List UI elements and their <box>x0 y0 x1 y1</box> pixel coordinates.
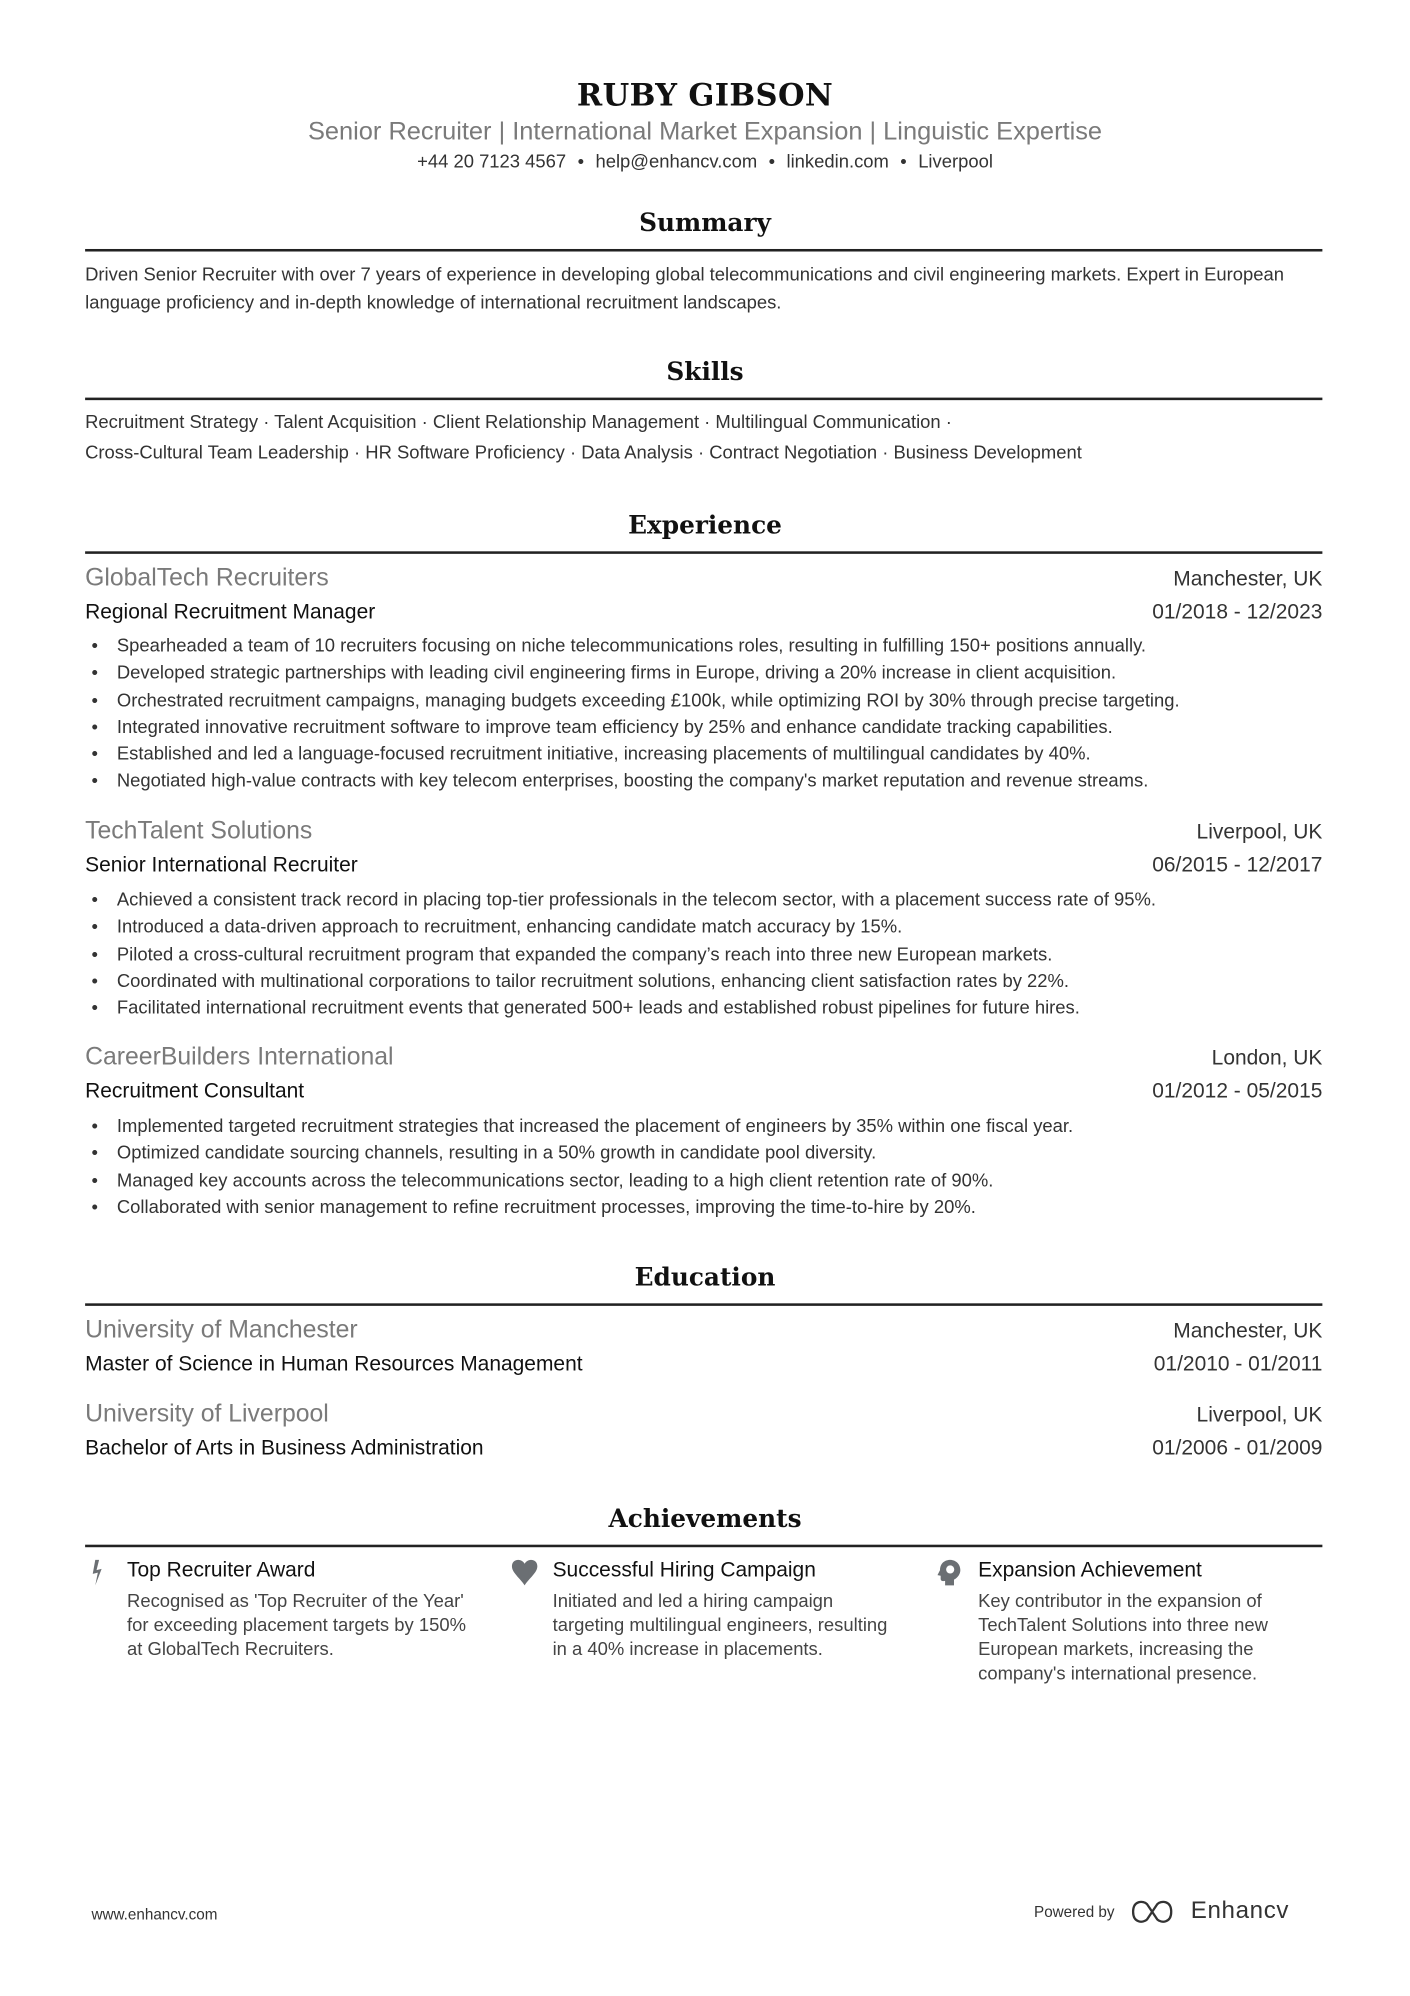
achievement-description: Key contributor in the expansion of TechTalent Solutions into three new European markets, increasing the company's international presence. <box>978 1591 1268 1685</box>
achievement-title: Successful Hiring Campaign <box>552 1558 816 1582</box>
job-subheader <box>85 601 1322 625</box>
degree: Master of Science in Human Resources Management <box>85 1352 583 1376</box>
achievement-item <box>85 1557 466 1662</box>
skills-list <box>85 408 1330 469</box>
education-header <box>85 1400 1322 1429</box>
email-link[interactable]: help@enhancv.com <box>595 152 758 173</box>
job-location: London, UK <box>1211 1046 1323 1070</box>
job-bullets <box>85 634 1343 796</box>
bullet-item: • Implemented targeted recruitment strategies that increased the placement of engineers by 35% within one fiscal year. <box>85 1114 1343 1141</box>
bullet-item: • Piloted a cross-cultural recruitment program that expanded the company’s reach into three new European markets. <box>85 942 1343 969</box>
contact-line: +44 20 7123 4567 • help@enhancv.com • linkedin.com • Liverpool <box>417 152 993 173</box>
divider <box>85 249 1322 251</box>
job-subheader <box>85 1080 1322 1104</box>
achievement-description: Recognised as 'Top Recruiter of the Year' for exceeding placement targets by 150% at GlobalTech Recruiters. <box>127 1591 466 1661</box>
bullet-item: • Orchestrated recruitment campaigns, managing budgets exceeding £100k, while optimizing ROI by 30% through precise targeting. <box>85 688 1343 715</box>
bullet-item: • Achieved a consistent track record in placing top-tier professionals in the telecom sector, with a placement success rate of 95%. <box>85 888 1343 915</box>
school-location: Manchester, UK <box>1173 1319 1323 1343</box>
experience-heading: Experience <box>628 510 782 540</box>
job-title: Regional Recruitment Manager <box>85 600 376 624</box>
phone: +44 20 7123 4567 <box>417 152 567 173</box>
skills-heading: Skills <box>666 356 744 387</box>
achievement-item <box>511 1557 892 1662</box>
job-dates: 01/2018 - 12/2023 <box>1152 600 1323 624</box>
education-header <box>85 1316 1322 1345</box>
job-bullets <box>85 1114 1343 1222</box>
bullet-item: • Integrated innovative recruitment software to improve team efficiency by 25% and enhance candidate tracking capabilities. <box>85 715 1343 742</box>
job-location: Liverpool, UK <box>1196 820 1323 844</box>
company-name: TechTalent Solutions <box>85 816 313 845</box>
skills-line: Cross-Cultural Team Leadership · HR Software Proficiency · Data Analysis · Contract Negotiation · Business Development <box>85 443 1082 464</box>
bullet-item: • Collaborated with senior management to refine recruitment processes, improving the time-to-hire by 20%. <box>85 1195 1343 1222</box>
job-title: Recruitment Consultant <box>85 1079 305 1103</box>
bullet-item: • Negotiated high-value contracts with key telecom enterprises, boosting the company's market reputation and revenue streams. <box>85 769 1343 796</box>
powered-by-label: Powered by <box>1034 1902 1115 1921</box>
bullet-item: • Facilitated international recruitment events that generated 500+ leads and established robust pipelines for future hires. <box>85 996 1343 1023</box>
bullet-item: • Managed key accounts across the telecommunications sector, leading to a high client retention rate of 90%. <box>85 1168 1343 1195</box>
bullet-item: • Spearheaded a team of 10 recruiters focusing on niche telecommunications roles, resulting in fulfilling 150+ positions annually. <box>85 634 1343 661</box>
job-header <box>85 564 1322 593</box>
education-dates: 01/2006 - 01/2009 <box>1152 1436 1323 1460</box>
achievement-title: Expansion Achievement <box>978 1558 1202 1582</box>
company-name: GlobalTech Recruiters <box>85 564 329 592</box>
divider <box>85 1545 1322 1547</box>
bullet-item: • Optimized candidate sourcing channels, resulting in a 50% growth in candidate pool diversity. <box>85 1141 1343 1168</box>
company-name: CareerBuilders International <box>85 1042 394 1071</box>
linkedin-link[interactable]: linkedin.com <box>786 152 889 173</box>
school-name: University of Manchester <box>85 1316 358 1344</box>
bullet-item: • Coordinated with multinational corporations to tailor recruitment solutions, enhancing client satisfaction rates by 22%. <box>85 969 1343 996</box>
education-subheader <box>85 1353 1322 1377</box>
divider <box>85 1303 1322 1305</box>
summary-heading: Summary <box>639 208 771 238</box>
bullet-item: • Developed strategic partnerships with leading civil engineering firms in Europe, driving a 20% increase in client acquisition. <box>85 661 1343 688</box>
education-heading: Education <box>634 1262 776 1292</box>
job-subheader <box>85 854 1322 878</box>
divider <box>85 398 1322 400</box>
education-subheader <box>85 1437 1322 1461</box>
job-header <box>85 817 1322 846</box>
candidate-name: RUBY GIBSON <box>576 76 834 114</box>
achievement-title: Top Recruiter Award <box>127 1558 316 1582</box>
job-title: Senior International Recruiter <box>85 853 358 877</box>
achievements-heading: Achievements <box>608 1504 802 1534</box>
footer-branding <box>1034 1898 1289 1926</box>
job-dates: 06/2015 - 12/2017 <box>1152 853 1323 877</box>
summary-text: Driven Senior Recruiter with over 7 years of experience in developing global telecommunications and civil engineering markets. Expert in European language proficiency and in-depth knowledge of international recruitment landscapes. <box>85 265 1285 314</box>
candidate-headline: Senior Recruiter | International Market Expansion | Linguistic Expertise <box>307 118 1103 147</box>
bullet-item: • Established and led a language-focused recruitment initiative, increasing placements of multilingual candidates by 40%. <box>85 742 1343 769</box>
job-dates: 01/2012 - 05/2015 <box>1152 1079 1323 1103</box>
job-location: Manchester, UK <box>1173 567 1323 591</box>
school-name: University of Liverpool <box>85 1399 329 1428</box>
divider <box>85 551 1322 553</box>
lightning-icon <box>85 1559 113 1587</box>
school-location: Liverpool, UK <box>1196 1403 1323 1427</box>
bullet-item: • Introduced a data-driven approach to recruitment, enhancing candidate match accuracy by 15%. <box>85 915 1343 942</box>
job-header <box>85 1043 1322 1072</box>
degree: Bachelor of Arts in Business Administration <box>85 1436 484 1460</box>
job-bullets <box>85 888 1343 1023</box>
footer-website[interactable]: www.enhancv.com <box>91 1905 218 1924</box>
brand-name: Enhancv <box>1190 1897 1290 1925</box>
heart-icon <box>511 1559 539 1587</box>
education-dates: 01/2010 - 01/2011 <box>1153 1352 1323 1376</box>
location: Liverpool <box>918 152 993 173</box>
achievement-description: Initiated and led a hiring campaign targeting multilingual engineers, resulting in a 40% increase in placements. <box>552 1591 888 1661</box>
achievement-item <box>936 1557 1317 1687</box>
head-idea-icon <box>936 1559 964 1587</box>
skills-line: Recruitment Strategy · Talent Acquisition · Client Relationship Management · Multilingual Communication · <box>85 412 952 434</box>
enhancv-logo-icon <box>1130 1899 1176 1924</box>
